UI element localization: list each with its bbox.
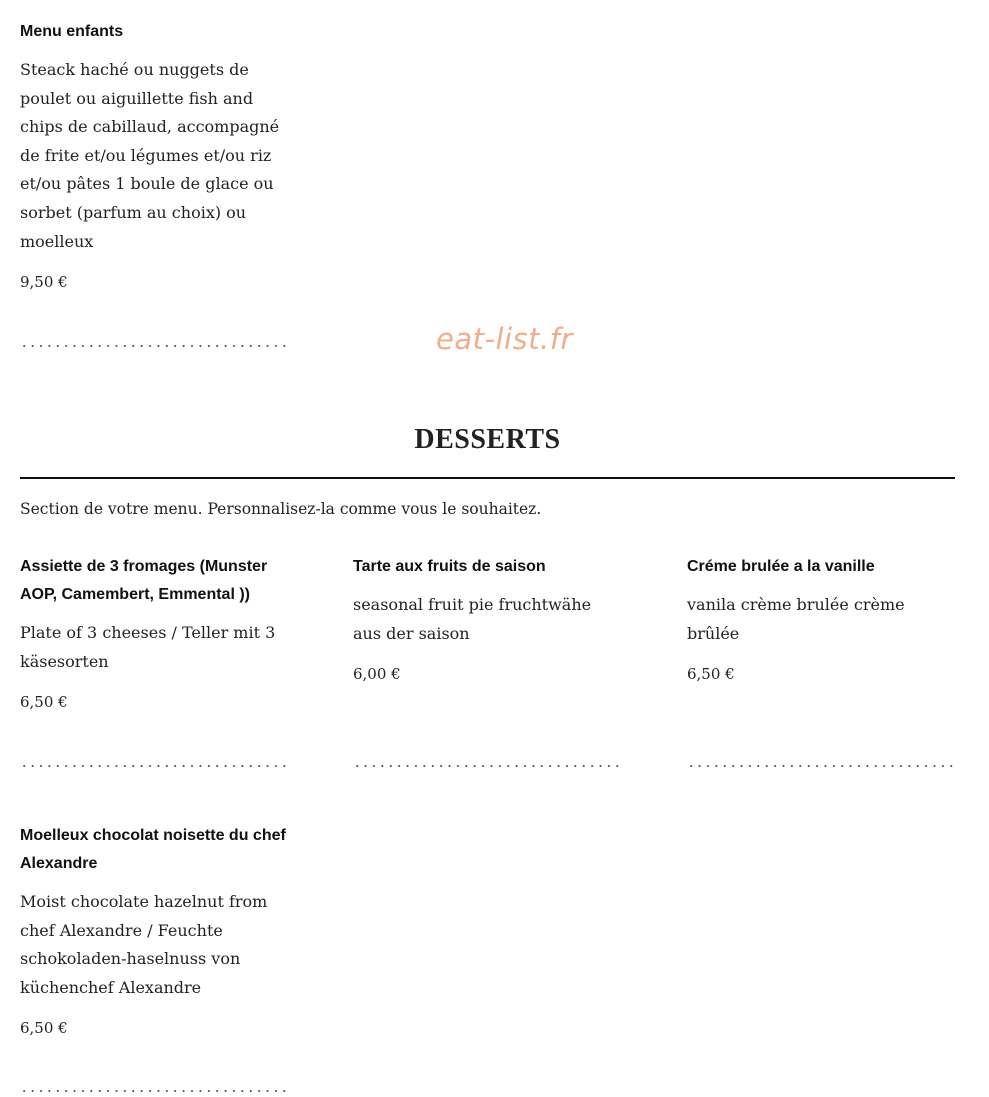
- item-description: vanila crème brulée crème brûlée: [687, 595, 905, 643]
- item-price: 6,50 €: [20, 693, 68, 712]
- item-price: 6,50 €: [687, 665, 735, 684]
- item-description: Steack haché ou nuggets de poulet ou aiguillette fish and chips de cabillaud, accompagné de frite et/ou légumes et/ou riz et/ou pâtes 1 boule de glace ou sorbet (parfum au choix) ou moelleux: [20, 60, 280, 251]
- item-title: Moelleux chocolat noisette du chef Alexandre: [20, 827, 286, 872]
- dotted-separator: [20, 764, 288, 768]
- menu-item-kids: [20, 18, 288, 292]
- section-description: Section de votre menu. Personnalisez-la comme vous le souhaitez.: [20, 500, 542, 518]
- dotted-separator: [687, 764, 955, 768]
- menu-item-chocolate-moelleux: [20, 822, 288, 1038]
- dotted-separator: [20, 1089, 288, 1093]
- item-price: 9,50 €: [20, 273, 68, 292]
- dotted-separator: [353, 764, 621, 768]
- menu-item-creme-brulee: [687, 553, 955, 684]
- menu-item-fruit-tart: [353, 553, 621, 684]
- menu-item-cheese-plate: [20, 553, 288, 712]
- item-title: Créme brulée a la vanille: [687, 558, 875, 575]
- item-description: seasonal fruit pie fruchtwähe aus der saison: [353, 595, 592, 643]
- section-divider: [20, 477, 955, 479]
- dotted-separator: [20, 344, 288, 348]
- item-title: Tarte aux fruits de saison: [353, 558, 546, 575]
- item-description: Plate of 3 cheeses / Teller mit 3 käsesorten: [20, 623, 276, 671]
- item-description: Moist chocolate hazelnut from chef Alexandre / Feuchte schokoladen-haselnuss von küchenchef Alexandre: [20, 892, 268, 997]
- item-price: 6,00 €: [353, 665, 401, 684]
- watermark-text: eat-list.fr: [436, 322, 573, 356]
- item-title: Assiette de 3 fromages (Munster AOP, Camembert, Emmental )): [20, 558, 268, 603]
- item-price: 6,50 €: [20, 1019, 68, 1038]
- section-title: DESSERTS: [414, 424, 561, 455]
- item-title: Menu enfants: [20, 23, 124, 40]
